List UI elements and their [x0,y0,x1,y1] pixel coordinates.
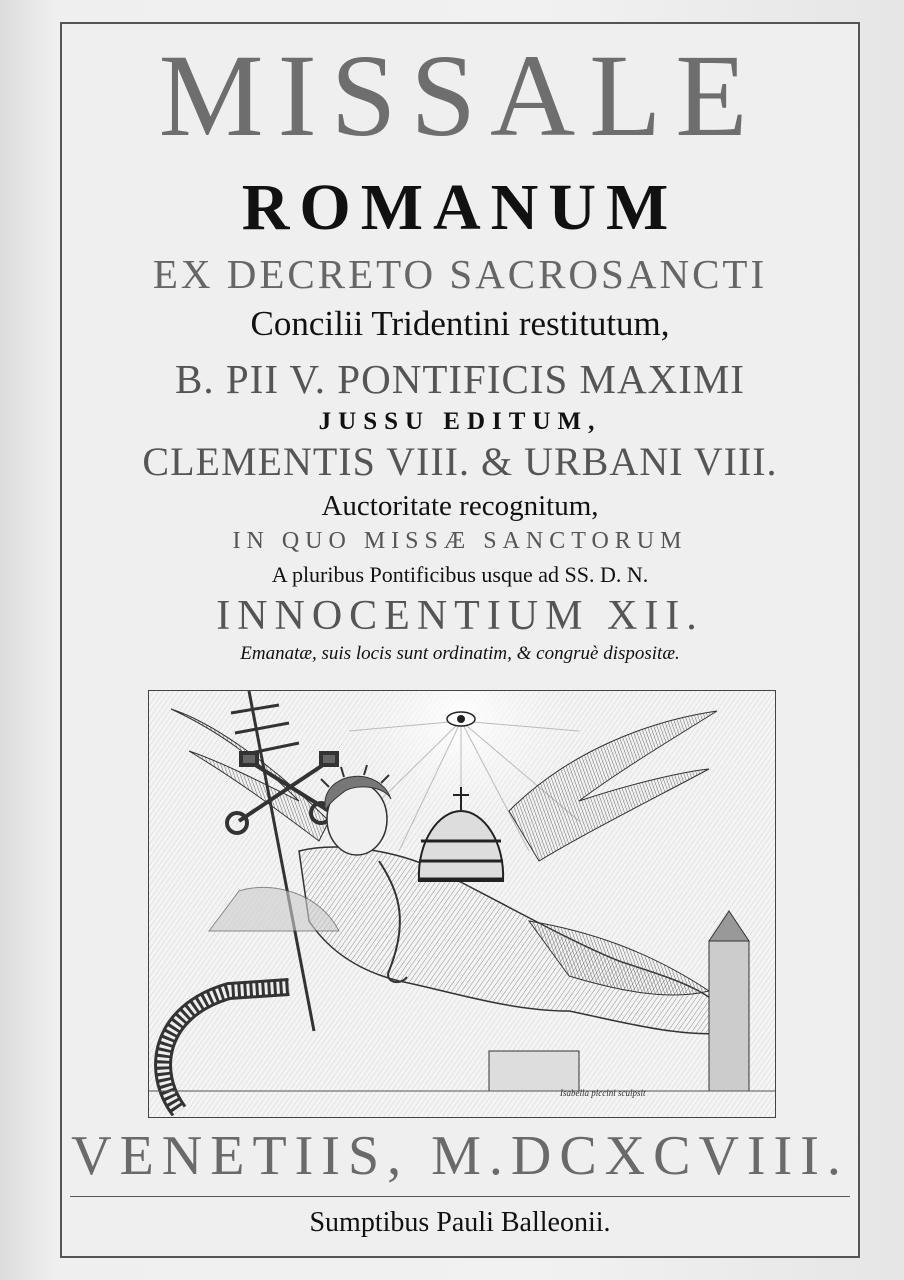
subtitle-jussu: JUSSU EDITUM, [318,408,602,435]
divider [70,1196,850,1197]
subtitle-clementis: CLEMENTIS VIII. & URBANI VIII. [142,439,778,484]
engraving-illustration [149,691,775,1117]
subtitle-a-pluribus: A pluribus Pontificibus usque ad SS. D. N. [271,562,649,587]
eye-icon [447,712,475,726]
imprint-place-date: VENETIIS, M.DCXCVIII. [71,1125,849,1187]
title-romanum: ROMANUM [241,171,679,244]
subtitle-innocentium: INNOCENTIUM XII. [216,593,704,639]
subtitle-auctoritate: Auctoritate recognitum, [321,490,599,522]
subtitle-in-quo: IN QUO MISSÆ SANCTORUM [232,528,688,554]
subtitle-pii: B. PII V. PONTIFICIS MAXIMI [175,356,745,402]
subtitle-concilii: Concilii Tridentini restitutum, [250,304,670,343]
frontispiece-engraving [148,690,776,1118]
subtitle-emanatae: Emanatæ, suis locis sunt ordinatim, & congruè dispositæ. [240,643,680,664]
subtitle-decreto: EX DECRETO SACROSANCTI [152,251,768,297]
title-missale: MISSALE [158,30,762,161]
engraver-credit: Isabella piccini sculpsit [560,1088,646,1098]
publisher-line: Sumptibus Pauli Balleonii. [309,1207,611,1238]
